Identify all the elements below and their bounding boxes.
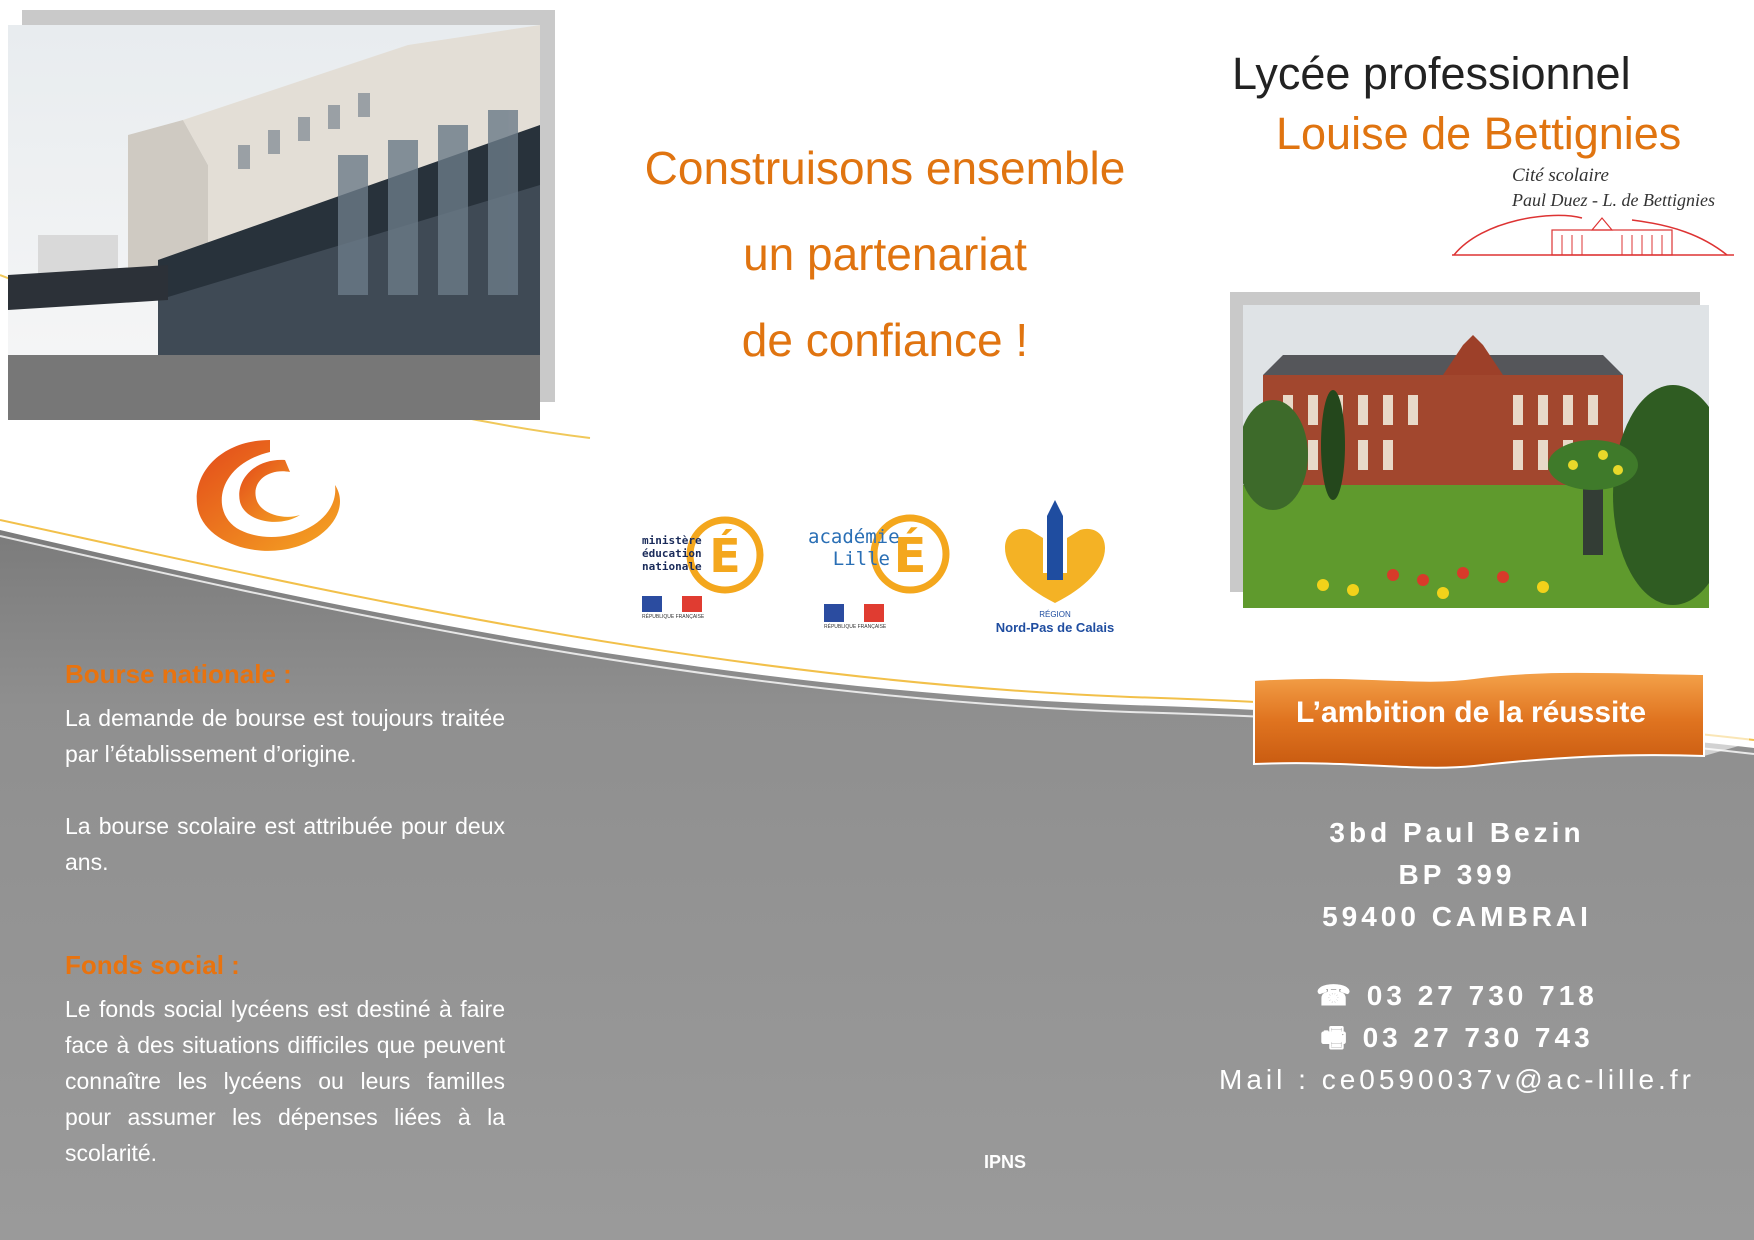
academie-republique: RÉPUBLIQUE FRANÇAISE bbox=[824, 624, 887, 630]
academie-line-2: Lille bbox=[832, 548, 890, 570]
phone-row bbox=[1160, 975, 1754, 1017]
bourse-paragraph-1: La demande de bourse est toujours traitée par l’établissement d’origine. bbox=[65, 705, 505, 767]
tagline-line-1: Construisons ensemble bbox=[644, 142, 1126, 194]
school-building-photo bbox=[8, 25, 540, 420]
fax-icon: 🖷 bbox=[1320, 1022, 1363, 1053]
fonds-paragraph: Le fonds social lycéens est destiné à faire face à des situations difficiles que peuvent connaître les lycéens ou leurs familles pour assumer les dépenses liées à la scolarité. bbox=[65, 996, 505, 1166]
svg-text:É: É bbox=[893, 528, 927, 584]
ministere-republique: RÉPUBLIQUE FRANÇAISE bbox=[642, 614, 705, 620]
tagline-line-2: un partenariat bbox=[743, 228, 1027, 280]
ministere-line-1: ministère bbox=[642, 534, 702, 547]
svg-text:É: É bbox=[709, 529, 741, 583]
bourse-section bbox=[65, 656, 505, 880]
address-line-2: BP 399 bbox=[1398, 859, 1516, 890]
phone-icon: ☎ bbox=[1316, 980, 1367, 1011]
address-block bbox=[1160, 812, 1754, 938]
ambition-label: L’ambition de la réussite bbox=[1295, 696, 1647, 729]
bourse-paragraph-2: La bourse scolaire est attribuée pour deux ans. bbox=[65, 813, 505, 875]
cite-building-drawing bbox=[1452, 200, 1734, 260]
cite-line-1: Cité scolaire bbox=[1512, 165, 1609, 186]
region-small-label: RÉGION bbox=[1039, 610, 1071, 619]
bourse-heading: Bourse nationale : bbox=[65, 659, 292, 689]
academie-lille-logo bbox=[808, 494, 958, 644]
school-name-title: Louise de Bettignies bbox=[1276, 108, 1682, 159]
tagline-line-3: de confiance ! bbox=[741, 314, 1029, 366]
cite-line-2: Paul Duez - L. de Bettignies bbox=[1512, 190, 1715, 210]
school-garden-photo bbox=[1243, 305, 1709, 608]
school-type-title: Lycée professionnel bbox=[1232, 48, 1631, 99]
ministere-line-3: nationale bbox=[642, 560, 702, 573]
tagline bbox=[560, 125, 1210, 383]
orange-swirl-logo bbox=[190, 430, 350, 560]
phone-number: 03 27 730 718 bbox=[1366, 980, 1598, 1011]
academie-line-1: académie bbox=[808, 526, 900, 548]
region-logo bbox=[985, 498, 1125, 638]
fax-row bbox=[1160, 1017, 1754, 1059]
address-line-3: 59400 CAMBRAI bbox=[1322, 901, 1592, 932]
contact-block bbox=[1160, 975, 1754, 1101]
fonds-heading: Fonds social : bbox=[65, 950, 240, 980]
address-line-1: 3bd Paul Bezin bbox=[1329, 817, 1585, 848]
region-name: Nord-Pas de Calais bbox=[995, 620, 1115, 635]
fonds-section bbox=[65, 947, 505, 1171]
ministere-logo bbox=[640, 500, 770, 630]
fax-number: 03 27 730 743 bbox=[1362, 1022, 1594, 1053]
mail-row: Mail : ce0590037v@ac-lille.fr bbox=[1219, 1064, 1695, 1095]
ipns-mark: IPNS bbox=[983, 1152, 1026, 1172]
ministere-line-2: éducation bbox=[642, 547, 702, 560]
